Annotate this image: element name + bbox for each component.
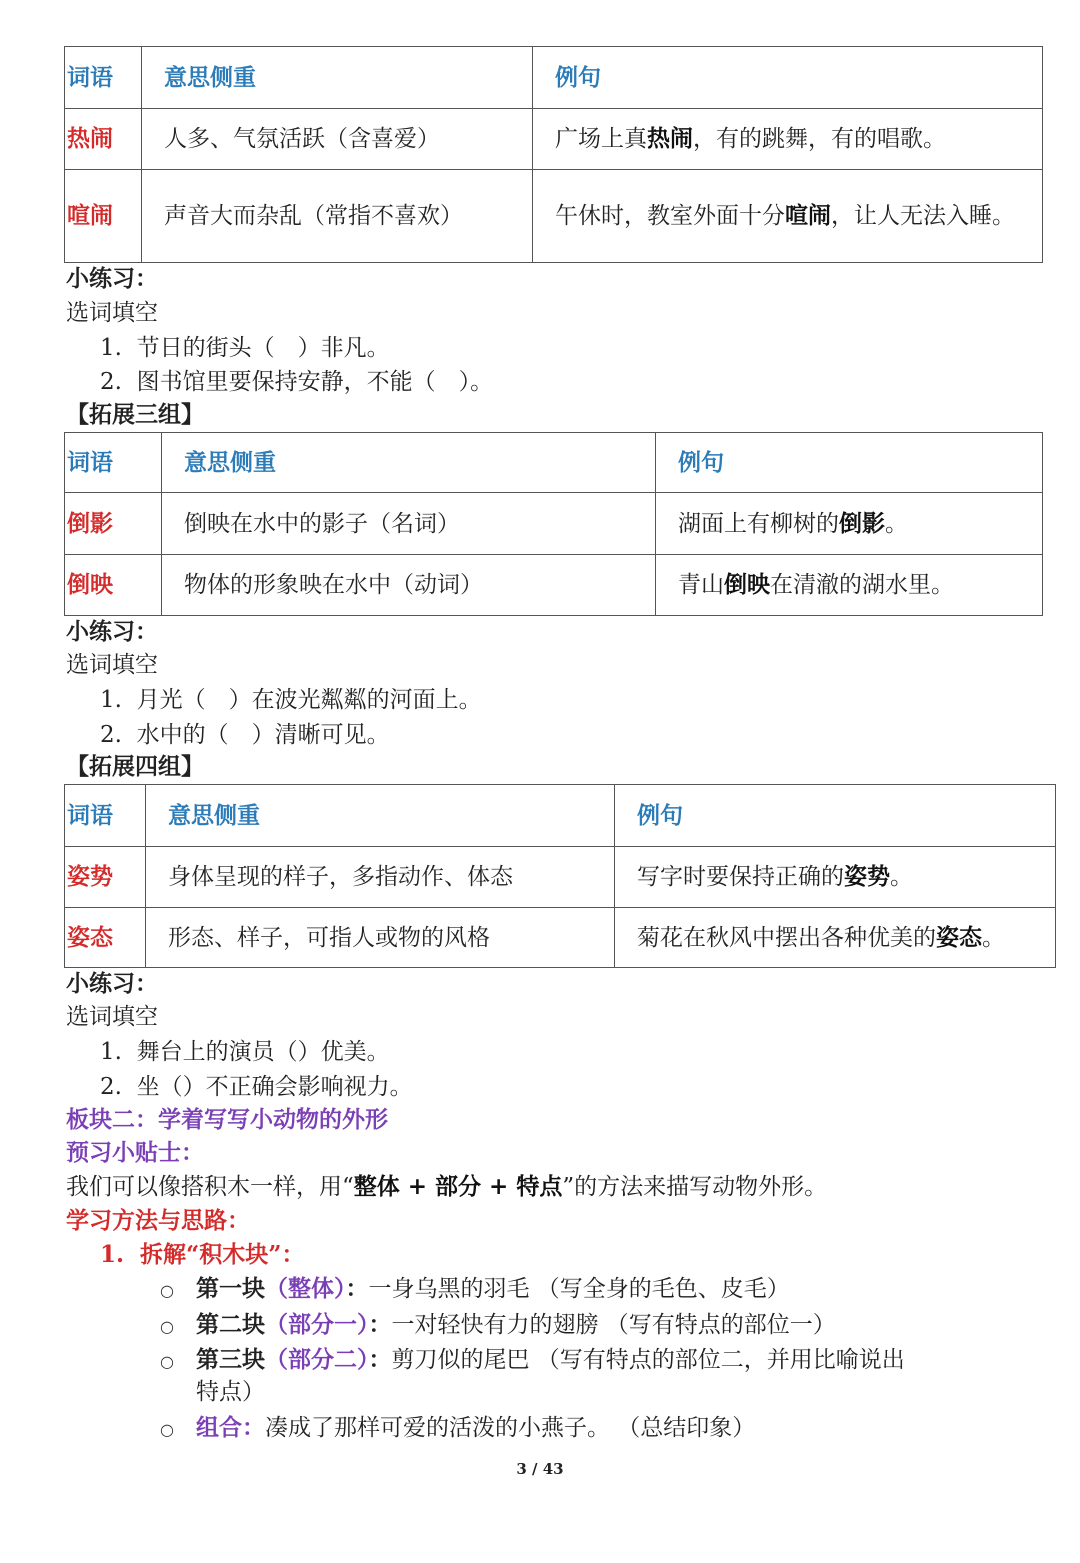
table-row xyxy=(65,555,1043,616)
table-row xyxy=(65,170,1043,263)
meaning-cell: 身体呈现的样子，多指动作、体态 xyxy=(146,847,615,908)
header-example: 例句 xyxy=(615,785,1056,847)
practice-item: 2. 坐（）不正确会影响视力。 xyxy=(100,1074,413,1100)
word-cell: 姿势 xyxy=(65,847,146,908)
vocab-table-2 xyxy=(64,432,1043,616)
vocab-table-1 xyxy=(64,46,1043,263)
example-cell: 午休时，教室外面十分喧闹，让人无法入睡。 xyxy=(533,170,1043,263)
group-title: 【拓展三组】 xyxy=(66,401,204,428)
meaning-cell: 物体的形象映在水中（动词） xyxy=(162,555,656,616)
practice-title: 小练习： xyxy=(66,618,158,645)
practice-item: 2. 图书馆里要保持安静，不能（ ）。 xyxy=(100,369,494,395)
block-item: 第一块（整体）：一身乌黑的羽毛 （写全身的毛色、皮毛） xyxy=(196,1275,790,1302)
table-header-row xyxy=(65,785,1056,847)
tip-text: 我们可以像搭积木一样，用“整体 + 部分 + 特点”的方法来描写动物外形。 xyxy=(66,1173,828,1200)
method-title: 学习方法与思路： xyxy=(66,1207,250,1234)
practice-title: 小练习： xyxy=(66,265,158,292)
word-cell: 姿态 xyxy=(65,908,146,968)
header-example: 例句 xyxy=(533,47,1043,109)
practice-item: 1. 月光（ ）在波光粼粼的河面上。 xyxy=(100,687,482,713)
table-row xyxy=(65,109,1043,170)
practice-item: 1. 舞台上的演员（）优美。 xyxy=(100,1039,390,1065)
practice-item: 1. 节日的街头（ ）非凡。 xyxy=(100,335,390,361)
example-cell: 青山倒映在清澈的湖水里。 xyxy=(656,555,1043,616)
practice-title: 小练习： xyxy=(66,970,158,997)
section-title: 板块二：学着写写小动物的外形 xyxy=(66,1106,388,1133)
meaning-cell: 形态、样子，可指人或物的风格 xyxy=(146,908,615,968)
table-row xyxy=(65,908,1056,968)
circle-bullet-icon: ○ xyxy=(160,1352,174,1371)
circle-bullet-icon: ○ xyxy=(160,1317,174,1336)
header-word: 词语 xyxy=(65,47,142,109)
word-cell: 喧闹 xyxy=(65,170,142,263)
header-example: 例句 xyxy=(656,433,1043,493)
meaning-cell: 倒映在水中的影子（名词） xyxy=(162,493,656,555)
tip-title: 预习小贴士： xyxy=(66,1139,204,1166)
vocab-table-3 xyxy=(64,784,1056,968)
block-item: 第二块（部分一）：一对轻快有力的翅膀 （写有特点的部位一） xyxy=(196,1311,836,1338)
group-title: 【拓展四组】 xyxy=(66,753,204,780)
header-meaning: 意思侧重 xyxy=(162,433,656,493)
table-row xyxy=(65,493,1043,555)
example-cell: 菊花在秋风中摆出各种优美的姿态。 xyxy=(615,908,1056,968)
word-cell: 热闹 xyxy=(65,109,142,170)
block-item: 组合：凑成了那样可爱的活泼的小燕子。 （总结印象） xyxy=(196,1414,756,1441)
header-word: 词语 xyxy=(65,785,146,847)
header-word: 词语 xyxy=(65,433,162,493)
practice-item: 2. 水中的（ ）清晰可见。 xyxy=(100,722,390,748)
meaning-cell: 人多、气氛活跃（含喜爱） xyxy=(142,109,533,170)
meaning-cell: 声音大而杂乱（常指不喜欢） xyxy=(142,170,533,263)
circle-bullet-icon: ○ xyxy=(160,1281,174,1300)
practice-subtitle: 选词填空 xyxy=(66,652,158,678)
example-cell: 湖面上有柳树的倒影。 xyxy=(656,493,1043,555)
header-meaning: 意思侧重 xyxy=(146,785,615,847)
example-cell: 写字时要保持正确的姿势。 xyxy=(615,847,1056,908)
practice-subtitle: 选词填空 xyxy=(66,1004,158,1030)
step-title: 1. 拆解“积木块”： xyxy=(100,1241,305,1268)
table-header-row xyxy=(65,433,1043,493)
block-item: 第三块（部分二）：剪刀似的尾巴 （写有特点的部位二，并用比喻说出 xyxy=(196,1346,905,1373)
block-item-continued: 特点） xyxy=(196,1379,265,1405)
example-cell: 广场上真热闹，有的跳舞，有的唱歌。 xyxy=(533,109,1043,170)
circle-bullet-icon: ○ xyxy=(160,1420,174,1439)
practice-subtitle: 选词填空 xyxy=(66,300,158,326)
page-number: 3 / 43 xyxy=(516,1460,564,1478)
word-cell: 倒影 xyxy=(65,493,162,555)
word-cell: 倒映 xyxy=(65,555,162,616)
table-header-row xyxy=(65,47,1043,109)
table-row xyxy=(65,847,1056,908)
header-meaning: 意思侧重 xyxy=(142,47,533,109)
